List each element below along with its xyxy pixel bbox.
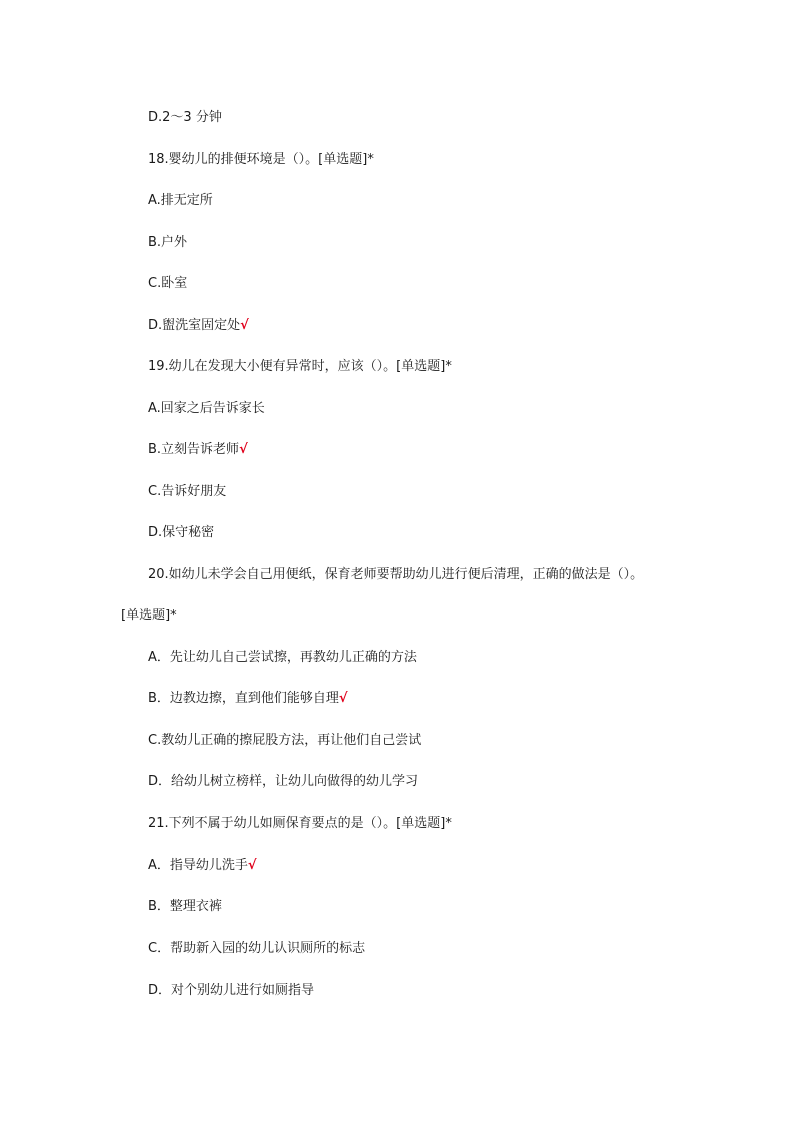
option-20-a: A．先让幼儿自己尝试擦，再教幼儿正确的方法 xyxy=(148,650,417,665)
option-19-d: D.保守秘密 xyxy=(148,525,215,540)
question-18: 18.婴幼儿的排便环境是（）。[单选题]* xyxy=(148,152,374,167)
option-18-a: A.排无定所 xyxy=(148,193,213,208)
question-19: 19.幼儿在发现大小便有异常时，应该（）。[单选题]* xyxy=(148,359,452,374)
question-20-type: [单选题]* xyxy=(121,608,177,623)
option-18-b: B.户外 xyxy=(148,235,188,250)
question-21: 21.下列不属于幼儿如厕保育要点的是（）。[单选题]* xyxy=(148,816,452,831)
option-20-b: B．边教边擦，直到他们能够自理√ xyxy=(148,691,348,706)
correct-check-icon: √ xyxy=(239,442,248,457)
question-20: 20.如幼儿未学会自己用便纸，保育老师要帮助幼儿进行便后清理，正确的做法是（）。 xyxy=(148,567,644,582)
option-18-d: D.盥洗室固定处√ xyxy=(148,318,249,333)
option-19-a: A.回家之后告诉家长 xyxy=(148,401,265,416)
option-21-a: A．指导幼儿洗手√ xyxy=(148,858,257,873)
option-21-d: D．对个别幼儿进行如厕指导 xyxy=(148,983,315,998)
option-19-c: C.告诉好朋友 xyxy=(148,484,227,499)
option-19-b: B.立刻告诉老师√ xyxy=(148,442,248,457)
correct-check-icon: √ xyxy=(338,691,348,706)
correct-check-icon: √ xyxy=(247,858,257,873)
option-20-d: D．给幼儿树立榜样，让幼儿向做得的幼儿学习 xyxy=(148,774,419,789)
option-18-c: C.卧室 xyxy=(148,276,188,291)
option-21-b: B．整理衣裤 xyxy=(148,899,222,914)
option-21-c: C．帮助新入园的幼儿认识厕所的标志 xyxy=(148,941,366,956)
correct-check-icon: √ xyxy=(240,318,249,333)
option-17-d: D.2～3 分钟 xyxy=(148,110,222,125)
option-20-c: C.教幼儿正确的擦屁股方法，再让他们自己尝试 xyxy=(148,733,422,748)
